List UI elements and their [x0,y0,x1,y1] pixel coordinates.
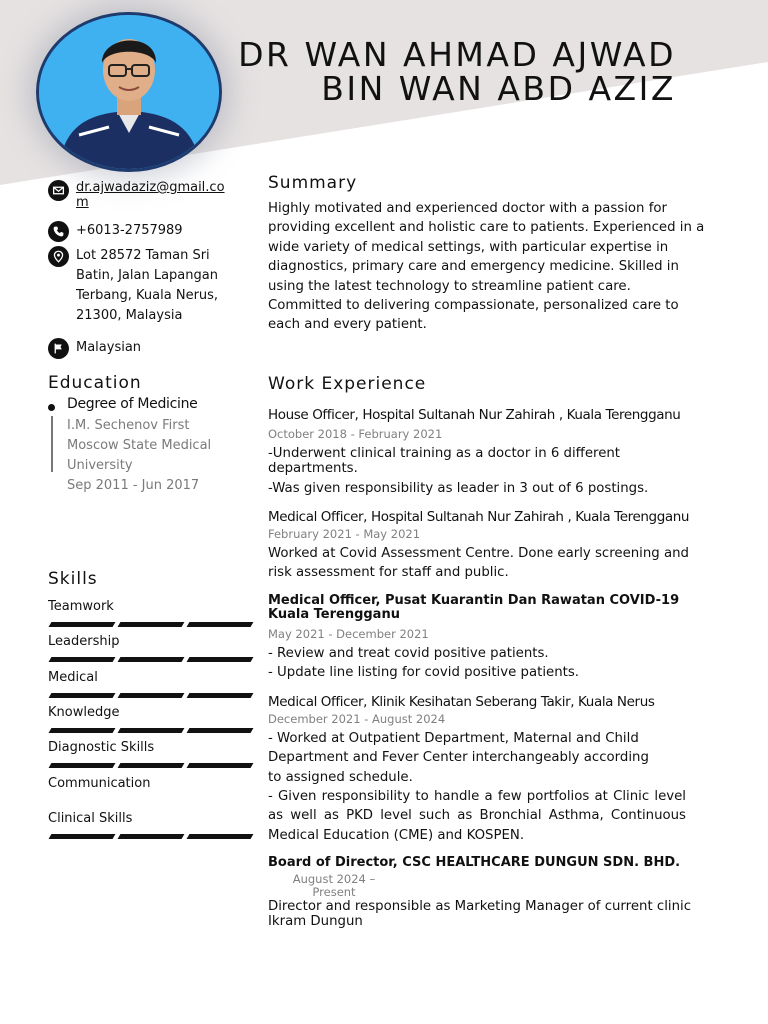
skill-level [48,728,252,734]
job-title: Board of Director, CSC HEALTHCARE DUNGUN SDN. BHD. [268,855,681,870]
skill-level [48,622,252,628]
skill-bar [118,693,185,698]
skill-name: Diagnostic Skills [48,740,155,755]
skill-name: Clinical Skills [48,811,133,826]
skill-bar [118,657,185,662]
job-description: - Given responsibility to handle a few portfolios at Clinic level as well as PKD level such as Bronchial Asthma, Continuous Medical Education (CME) and KOSPEN. [268,789,686,843]
name-line-1: DR WAN AHMAD AJWAD [238,35,676,74]
envelope-icon [48,180,69,201]
skill-bar [187,728,254,733]
skill-item [48,598,252,616]
skill-bar [49,622,116,627]
degree-name: Degree of Medicine [67,396,198,412]
summary-text: Highly motivated and experienced doctor with a passion for providing excellent and holistic care to patients. Experienced in a wide variety of medical settings, with particular expertise in diagnostics, primary care and emergency medicine. Skilled in using the latest technology to streamline patient care. Committed to delivering compassionate, personalized care to each and every patient. [268,201,705,333]
job-description: -Was given responsibility as leader in 3 out of 6 postings. [268,481,649,496]
job-title: Medical Officer, Hospital Sultanah Nur Zahirah , Kuala Terengganu [268,509,690,525]
candidate-name [238,35,676,108]
job-dates: October 2018 - February 2021 [268,427,443,441]
skill-level [48,763,252,769]
skill-item [48,704,252,722]
email-link[interactable]: dr.ajwadaziz@gmail.com [76,180,225,210]
skill-item [48,739,252,757]
timeline-dot [48,404,55,411]
skill-bar [49,834,116,839]
skill-bar [49,763,116,768]
summary-heading: Summary [268,173,358,193]
job-description: - Update line listing for covid positive patients. [268,665,579,680]
job-description: Worked at Covid Assessment Centre. Done early screening and risk assessment for staff and public. [268,546,689,581]
skill-bar [118,763,185,768]
phone-icon [48,221,69,242]
skill-bar [49,693,116,698]
name-line-2: BIN WAN ABD AZIZ [321,69,676,108]
contact-phone [48,221,234,242]
skill-name: Medical [48,670,98,685]
skill-item [48,775,252,793]
timeline-line [51,416,53,472]
job-dates: August 2024 – Present [292,872,376,899]
school-name: I.M. Sechenov First Moscow State Medical University [67,418,212,473]
skill-bar [118,834,185,839]
job-dates: December 2021 - August 2024 [268,712,446,726]
map-pin-icon [48,246,69,267]
skill-bar [187,763,254,768]
job-title: House Officer, Hospital Sultanah Nur Zahirah , Kuala Terengganu [268,407,681,423]
work-experience-heading: Work Experience [268,374,427,394]
job-title: Medical Officer, Klinik Kesihatan Seberang Takir, Kuala Nerus [268,694,655,710]
contact-address [48,246,226,326]
skill-item [48,669,252,687]
contact-nationality [48,338,234,359]
nationality-text: Malaysian [76,340,142,355]
skill-bar [118,728,185,733]
contact-email[interactable] [48,180,234,210]
flag-icon [48,338,69,359]
skill-name: Leadership [48,634,120,649]
skill-name: Teamwork [48,599,114,614]
profile-photo [36,12,222,172]
job-dates: February 2021 - May 2021 [268,527,421,541]
skill-bar [187,657,254,662]
skill-level [48,693,252,699]
job-description: -Underwent clinical training as a doctor in 6 different departments. [268,446,621,476]
skill-level [48,657,252,663]
phone-number: +6013-2757989 [76,223,183,238]
skill-level [48,834,252,840]
skill-item [48,633,252,651]
job-dates: May 2021 - December 2021 [268,627,429,641]
job-description: - Review and treat covid positive patients. [268,646,549,661]
skill-bar [187,622,254,627]
skill-bar [187,693,254,698]
skill-bar [49,728,116,733]
skill-bar [118,622,185,627]
skill-bar [49,657,116,662]
education-dates: Sep 2011 - Jun 2017 [67,478,200,493]
job-description: Director and responsible as Marketing Manager of current clinic Ikram Dungun [268,899,692,929]
skill-bar [187,834,254,839]
address-text: Lot 28572 Taman Sri Batin, Jalan Lapangan Terbang, Kuala Nerus, 21300, Malaysia [76,248,219,323]
job-description: - Worked at Outpatient Department, Maternal and Child Department and Fever Center interchangeably according to assigned schedule. [268,731,649,785]
skill-item [48,810,252,828]
skill-name: Communication [48,776,151,791]
job-title: Medical Officer, Pusat Kuarantin Dan Rawatan COVID-19 Kuala Terengganu [268,593,680,622]
education-heading: Education [48,373,142,393]
skills-heading: Skills [48,569,98,589]
skill-name: Knowledge [48,705,120,720]
skill-level [48,799,252,805]
